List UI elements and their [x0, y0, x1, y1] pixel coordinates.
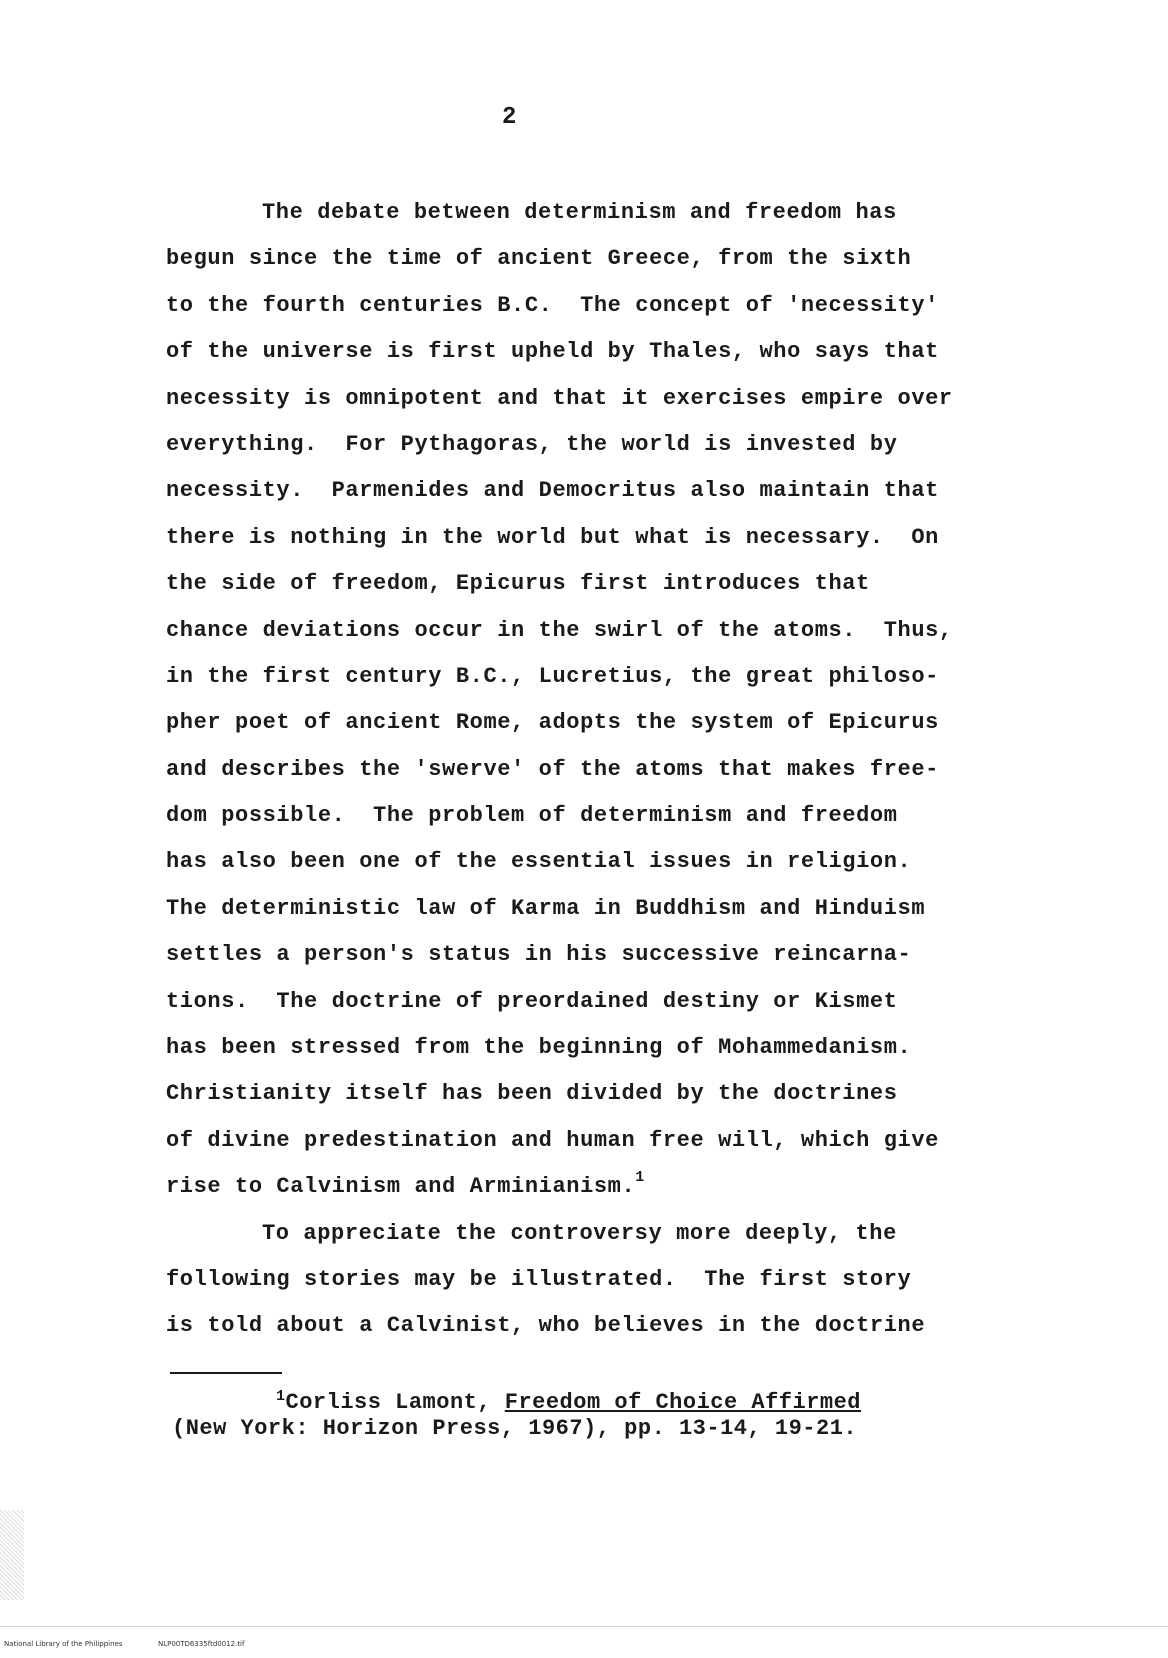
text-line: there is nothing in the world but what is necessary. On [166, 524, 939, 550]
footnote [172, 1390, 992, 1442]
text-line: To appreciate the controversy more deeply, the [262, 1220, 897, 1246]
scan-margin-artifact [0, 1510, 24, 1600]
text-line: Christianity itself has been divided by the doctrines [166, 1081, 898, 1107]
text-line: in the first century B.C., Lucretius, the great philoso- [166, 663, 939, 689]
text-line: has also been one of the essential issues in religion. [166, 849, 912, 875]
text-line: everything. For Pythagoras, the world is invested by [166, 431, 898, 457]
paragraph-1 [166, 190, 1006, 1211]
text-line: of divine predestination and human free will, which give [166, 1127, 939, 1153]
text-line: begun since the time of ancient Greece, from the sixth [166, 246, 912, 272]
text-line: following stories may be illustrated. The first story [166, 1266, 912, 1292]
text-line: dom possible. The problem of determinism and freedom [166, 803, 898, 829]
scan-bottom-rule [0, 1626, 1168, 1627]
footnote-author: Corliss Lamont, [285, 1390, 505, 1415]
text-line: and describes the 'swerve' of the atoms that makes free- [166, 756, 939, 782]
text-line: pher poet of ancient Rome, adopts the system of Epicurus [166, 710, 939, 736]
text-line: is told about a Calvinist, who believes in the doctrine [166, 1313, 926, 1339]
text-line: the side of freedom, Epicurus first introduces that [166, 571, 870, 597]
footnote-title: Freedom of Choice Affirmed [504, 1390, 862, 1415]
footnote-line [172, 1390, 992, 1416]
text-line: The debate between determinism and freedom has [262, 200, 897, 225]
text-line: to the fourth centuries B.C. The concept of 'necessity' [166, 292, 939, 318]
footnote-mark: 1 [276, 1388, 286, 1405]
scan-caption-filename: NLP00TD6335ftd0012.tif [158, 1640, 245, 1648]
body-text [166, 190, 1006, 1350]
text-line-with-footnote [166, 1164, 1006, 1210]
page-number: 2 [502, 104, 517, 131]
footnote-reference: 1 [635, 1169, 645, 1187]
footnote-divider [170, 1372, 282, 1374]
text-line: settles a person's status in his successive reincarna- [166, 942, 912, 968]
text-line: The deterministic law of Karma in Buddhism and Hinduism [166, 895, 926, 921]
text-line: chance deviations occur in the swirl of the atoms. Thus, [166, 617, 953, 643]
scan-caption-library: National Library of the Philippines [4, 1640, 123, 1648]
paragraph-2 [166, 1211, 1006, 1350]
text-line-content: rise to Calvinism and Arminianism. [166, 1174, 636, 1200]
text-line: necessity is omnipotent and that it exercises empire over [166, 385, 953, 411]
footnote-publication: (New York: Horizon Press, 1967), pp. 13-14, 19-21. [172, 1416, 858, 1441]
text-line: tions. The doctrine of preordained destiny or Kismet [166, 988, 898, 1014]
text-line: necessity. Parmenides and Democritus also maintain that [166, 478, 939, 504]
text-line: of the universe is first upheld by Thales, who says that [166, 339, 939, 365]
text-line: has been stressed from the beginning of Mohammedanism. [166, 1035, 912, 1061]
